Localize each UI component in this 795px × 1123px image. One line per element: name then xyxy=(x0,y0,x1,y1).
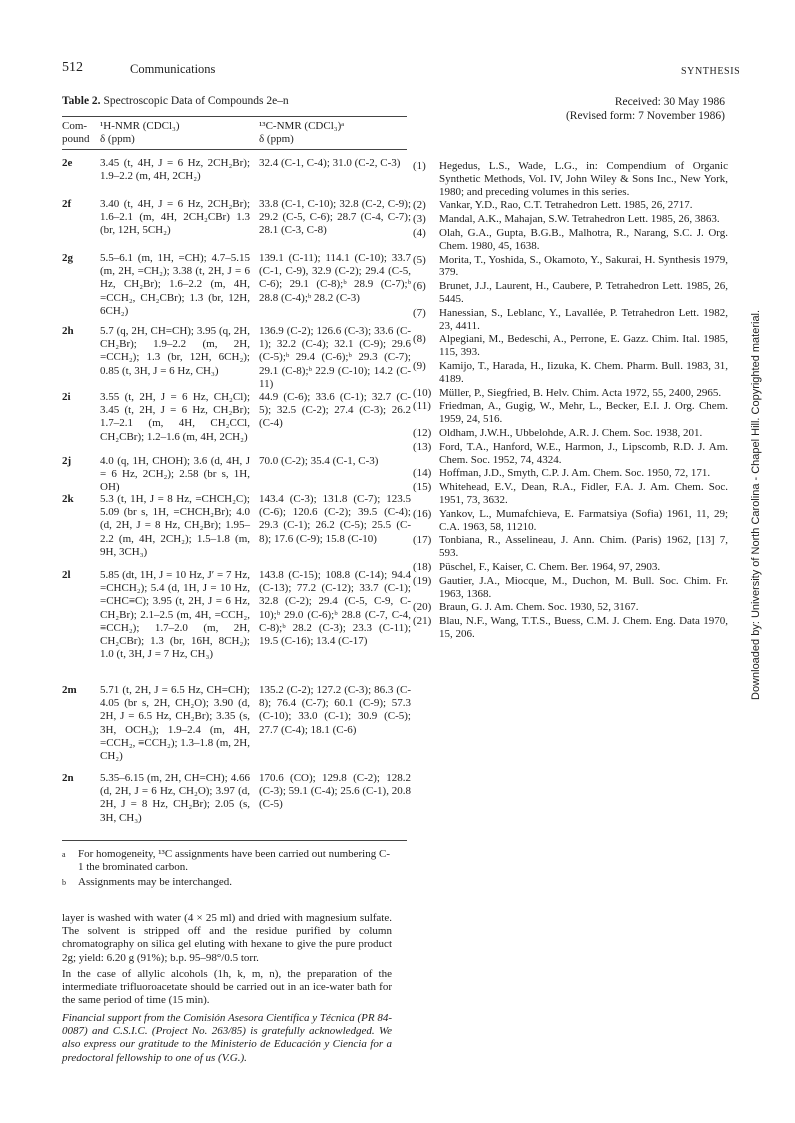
column-head-compound-line1: Com- xyxy=(62,120,88,132)
reference-number: (7) xyxy=(413,306,426,319)
compound-label: 2g xyxy=(62,252,73,264)
reference-item xyxy=(413,534,728,560)
column-head-c-nmr-line2: δ (ppm) xyxy=(259,132,294,145)
received-dates xyxy=(540,96,725,123)
column-head-c-nmr xyxy=(259,120,409,145)
c-nmr-cell: 135.2 (C-2); 127.2 (C-3); 86.3 (C-8); 76.4 (C-7); 60.1 (C-9); 57.3 (C-10); 33.0 (C-1); 30.9 (C-5); 27.7 (C-4); 18.1 (C-6) xyxy=(259,684,411,736)
table-bottom-rule xyxy=(62,840,407,841)
footnote-text: For homogeneity, ¹³C assignments have been carried out numbering C-1 the brominated carbon. xyxy=(78,848,390,873)
reference-item xyxy=(413,561,728,574)
reference-number: (11) xyxy=(413,400,431,413)
reference-item xyxy=(413,575,728,601)
download-notice-text: Downloaded by: University of North Carolina - Chapel Hill. Copyrighted material. xyxy=(750,309,762,700)
compound-label: 2e xyxy=(62,157,73,169)
reference-item xyxy=(413,227,728,253)
reference-text: Morita, T., Yoshida, S., Okamoto, Y., Sakurai, H. Synthesis 1979, 379. xyxy=(439,253,728,279)
reference-text: Ford, T.A., Hanford, W.E., Harmon, J., Lipscomb, R.D. J. Am. Chem. Soc. 1952, 74, 4324. xyxy=(439,440,728,466)
reference-item xyxy=(413,199,728,212)
reference-number: (19) xyxy=(413,574,432,587)
journal-name: SYNTHESIS xyxy=(681,66,741,77)
c-nmr-cell: 143.8 (C-15); 108.8 (C-14); 94.4 (C-13); 77.2 (C-12); 33.7 (C-1); 32.8 (C-2); 29.4 (C-5, C-9, C-10);ᵇ 29.0 (C-6);ᵇ 28.8 (C-7, C-4, C-8);ᵇ 28.2 (C-3); 23.3 (C-11); 19.5 (C-16); 13.4 (C-17) xyxy=(259,569,411,648)
column-head-h-nmr-line1: ¹H-NMR (CDCl₃) xyxy=(100,120,180,132)
c-nmr-cell: 143.4 (C-3); 131.8 (C-7); 123.5 (C-6); 120.6 (C-2); 39.5 (C-4); 29.3 (C-1); 26.2 (C-5); 25.5 (C-8); 17.6 (C-9); 15.8 (C-10) xyxy=(259,493,411,545)
column-head-h-nmr xyxy=(100,120,250,145)
reference-number: (2) xyxy=(413,199,426,212)
compound-label: 2i xyxy=(62,391,71,403)
reference-number: (12) xyxy=(413,426,432,439)
reference-text: Müller, P., Siegfried, B. Helv. Chim. Acta 1972, 55, 2400, 2965. xyxy=(439,386,722,399)
revised-date: (Revised form: 7 November 1986) xyxy=(565,109,725,122)
reference-text: Hegedus, L.S., Wade, L.G., in: Compendium of Organic Synthetic Methods, Vol. IV, John Wiley & Sons Inc., New York, 1980; and preceding volumes in this series. xyxy=(439,160,728,198)
reference-item xyxy=(413,333,728,359)
reference-item xyxy=(413,441,728,467)
table-title: Spectroscopic Data of Compounds 2e–n xyxy=(103,95,289,107)
reference-text: Hoffman, J.D., Smyth, C.P. J. Am. Chem. Soc. 1950, 72, 171. xyxy=(439,467,711,480)
c-nmr-cell: 33.8 (C-1, C-10); 32.8 (C-2, C-9); 29.2 (C-5, C-6); 28.7 (C-4, C-7); 28.1 (C-3, C-8) xyxy=(259,198,411,237)
reference-item xyxy=(413,280,728,306)
page-number: 512 xyxy=(62,60,83,75)
reference-number: (21) xyxy=(413,615,432,628)
c-nmr-cell: 136.9 (C-2); 126.6 (C-3); 33.6 (C-1); 32.2 (C-4); 32.1 (C-9); 29.6 (C-5);ᵇ 29.4 (C-6);ᵇ 29.3 (C-7); 29.1 (C-8);ᵇ 22.9 (C-10); 14.2 (C-11) xyxy=(259,325,411,390)
reference-text: Olah, G.A., Gupta, B.G.B., Malhotra, R., Narang, S.C. J. Org. Chem. 1980, 45, 1638. xyxy=(439,226,728,252)
reference-text: Alpegiani, M., Bedeschi, A., Perrone, E. Gazz. Chim. Ital. 1985, 115, 393. xyxy=(439,333,728,359)
reference-text: Gautier, J.A., Miocque, M., Duchon, M. Bull. Soc. Chim. Fr. 1963, 1368. xyxy=(439,574,728,600)
compound-label: 2k xyxy=(62,493,74,505)
h-nmr-cell: 4.0 (q, 1H, CHOH); 3.6 (d, 4H, J = 6 Hz, 2CH₂); 2.58 (br s, 1H, OH) xyxy=(100,455,250,494)
reference-item xyxy=(413,307,728,333)
reference-text: Hanessian, S., Leblanc, Y., Lavallée, P. Tetrahedron Lett. 1982, 23, 4411. xyxy=(439,306,728,332)
reference-number: (1) xyxy=(413,160,426,172)
download-notice xyxy=(750,180,764,700)
reference-text: Braun, G. J. Am. Chem. Soc. 1930, 52, 3167. xyxy=(439,601,639,614)
reference-text: Kamijo, T., Harada, H., Iizuka, K. Chem. Pharm. Bull. 1983, 31, 4189. xyxy=(439,359,728,385)
column-head-compound xyxy=(62,120,98,145)
reference-text: Yankov, L., Mumafchieva, E. Farmatsiya (Sofia) 1961, 11, 29; C.A. 1963, 58, 11210. xyxy=(439,507,728,533)
reference-number: (3) xyxy=(413,213,426,226)
compound-label: 2h xyxy=(62,325,74,337)
body-paragraph: In the case of allylic alcohols (1h, k, m, n), the preparation of the intermediate trifluoroacetate should be carried out in an ice-water bath for the same period of time (15 min). xyxy=(62,968,392,1007)
reference-item xyxy=(413,481,728,507)
compound-label: 2j xyxy=(62,455,72,467)
reference-item xyxy=(413,387,728,400)
reference-number: (16) xyxy=(413,507,432,520)
reference-item xyxy=(413,427,728,440)
reference-number: (9) xyxy=(413,359,426,372)
column-head-h-nmr-line2: δ (ppm) xyxy=(100,132,135,145)
reference-text: Brunet, J.J., Laurent, H., Caubere, P. Tetrahedron Lett. 1985, 26, 5445. xyxy=(439,280,728,305)
h-nmr-cell: 5.3 (t, 1H, J = 8 Hz, =CHCH₂C); 5.09 (br s, 1H, =CHCH₂Br); 4.0 (d, 2H, J = 8 Hz, CH₂Br); 1.95–2.2 (m, 4H, 2CH₂); 1.5–1.8 (m, 9H, 3CH₃) xyxy=(100,493,250,558)
h-nmr-cell: 5.7 (q, 2H, CH=CH); 3.95 (q, 2H, CH₂Br); 1.9–2.2 (m, 2H, =CCH₂); 1.3 (br, 12H, 6CH₂); 0.85 (t, 3H, J = 6 Hz, CH₃) xyxy=(100,325,250,377)
h-nmr-cell: 5.71 (t, 2H, J = 6.5 Hz, CH=CH); 4.05 (br s, 2H, CH₂O); 3.90 (d, 2H, J = 6.5 Hz, CH₂Br); 3.35 (s, 3H, OCH₃); 1.9–2.4 (m, 4H, =CCH₂, ≡CCH₂); 1.3–1.8 (m, 2H, CH₂) xyxy=(100,684,250,763)
reference-number: (18) xyxy=(413,560,432,573)
reference-item xyxy=(413,508,728,534)
h-nmr-cell: 3.45 (t, 4H, J = 6 Hz, 2CH₂Br); 1.9–2.2 (m, 4H, 2CH₂) xyxy=(100,157,250,183)
reference-number: (20) xyxy=(413,601,432,614)
footnote-mark: b xyxy=(62,878,66,887)
table-number: Table 2. xyxy=(62,95,101,107)
acknowledgement: Financial support from the Comisión Asesora Científica y Técnica (PR 84-0087) and C.S.I.C. (Project No. 263/85) is gratefully acknowledged. We also express our gratitude to the Ministerio de Educación y Ciencia for a predoctoral fellowship to one of us (V.G.). xyxy=(62,1012,392,1064)
reference-item xyxy=(413,360,728,386)
table-header-rule xyxy=(62,149,407,150)
reference-text: Vankar, Y.D., Rao, C.T. Tetrahedron Lett. 1985, 26, 2717. xyxy=(439,199,693,212)
reference-text: Oldham, J.W.H., Ubbelohde, A.R. J. Chem. Soc. 1938, 201. xyxy=(439,426,703,439)
h-nmr-cell: 3.40 (t, 4H, J = 6 Hz, 2CH₂Br); 1.6–2.1 (m, 4H, 2CH₂CBr) 1.3 (br, 12H, 5CH₂) xyxy=(100,198,250,237)
reference-number: (15) xyxy=(413,481,432,494)
reference-text: Friedman, A., Gugig, W., Mehr, L., Becker, E.I. J. Org. Chem. 1959, 24, 516. xyxy=(439,400,728,426)
table-top-rule xyxy=(62,116,407,117)
column-head-compound-line2: pound xyxy=(62,132,90,145)
references-list xyxy=(413,160,728,642)
reference-item xyxy=(413,400,728,426)
reference-text: Blau, N.F., Wang, T.T.S., Buess, C.M. J. Chem. Eng. Data 1970, 15, 206. xyxy=(439,615,728,640)
footnote-text: Assignments may be interchanged. xyxy=(78,876,232,888)
reference-item xyxy=(413,601,728,614)
h-nmr-cell: 5.35–6.15 (m, 2H, CH=CH); 4.66 (d, 2H, J = 6 Hz, CH₂O); 3.97 (d, 2H, J = 8 Hz, CH₂Br); 2.05 (s, 3H, CH₃) xyxy=(100,772,250,824)
body-paragraph: layer is washed with water (4 × 25 ml) and dried with magnesium sulfate. The solvent is stripped off and the residue purified by column chromatography on silica gel eluting with hexane to give the pure product 2g; yield: 6.20 g (91%); b.p. 95–98°/0.5 torr. xyxy=(62,912,392,964)
compound-label: 2n xyxy=(62,772,74,784)
reference-item xyxy=(413,615,728,641)
reference-text: Püschel, F., Kaiser, C. Chem. Ber. 1964, 97, 2903. xyxy=(439,560,661,573)
reference-item xyxy=(413,213,728,226)
c-nmr-cell: 170.6 (CO); 129.8 (C-2); 128.2 (C-3); 59.1 (C-4); 25.6 (C-1), 20.8 (C-5) xyxy=(259,772,411,811)
reference-item xyxy=(413,160,728,198)
reference-number: (6) xyxy=(413,280,426,293)
reference-text: Mandal, A.K., Mahajan, S.W. Tetrahedron Lett. 1985, 26, 3863. xyxy=(439,213,720,226)
reference-number: (10) xyxy=(413,386,432,399)
reference-number: (8) xyxy=(413,333,426,346)
c-nmr-cell: 139.1 (C-11); 114.1 (C-10); 33.7 (C-1, C-9), 32.9 (C-2); 29.4 (C-5, C-6); 29.1 (C-8);ᵇ 28.9 (C-7);ᵇ 28.8 (C-4);ᵇ 28.2 (C-3) xyxy=(259,252,411,304)
section-title: Communications xyxy=(130,62,216,76)
reference-text: Whitehead, E.V., Dean, R.A., Fidler, F.A. J. Am. Chem. Soc. 1951, 73, 3632. xyxy=(439,481,728,506)
reference-number: (17) xyxy=(413,534,432,547)
compound-label: 2l xyxy=(62,569,71,581)
c-nmr-cell: 70.0 (C-2); 35.4 (C-1, C-3) xyxy=(259,455,379,467)
reference-number: (13) xyxy=(413,440,432,453)
reference-item xyxy=(413,467,728,480)
reference-number: (5) xyxy=(413,253,426,266)
h-nmr-cell: 3.55 (t, 2H, J = 6 Hz, CH₂Cl); 3.45 (t, 2H, J = 6 Hz, CH₂Br); 1.7–2.1 (m, 4H, CH₂CCl, CH₂CBr); 1.2–1.6 (m, 4H, 2CH₂) xyxy=(100,391,250,443)
compound-label: 2m xyxy=(62,684,77,696)
h-nmr-cell: 5.5–6.1 (m, 1H, =CH); 4.7–5.15 (m, 2H, =CH₂); 3.38 (t, 2H, J = 6 Hz, CH₂Br); 1.6–2.2 (m, 4H, =CCH₂, CH₂CBr); 1.3 (br, 12H, 6CH₂) xyxy=(100,252,250,317)
column-head-c-nmr-line1: ¹³C-NMR (CDCl₃)ᵃ xyxy=(259,120,345,132)
footnote-mark: a xyxy=(62,850,66,859)
h-nmr-cell: 5.85 (dt, 1H, J = 10 Hz, J′ = 7 Hz, =CHCH₂); 5.4 (d, 1H, J = 10 Hz, =CHC≡C); 3.95 (t, 2H, J = 6 Hz, CH₂Br); 2.1–2.5 (m, 4H, =CCH₂, ≡CCH₂); 1.7–2.0 (m, 2H, CH₂CBr); 1.3 (br, 16H, 8CH₂); 1.0 (t, 3H, J = 7 Hz, CH₃) xyxy=(100,569,250,661)
c-nmr-cell: 44.9 (C-6); 33.6 (C-1); 32.7 (C-5); 32.5 (C-2); 27.4 (C-3); 26.2 (C-4) xyxy=(259,391,411,430)
reference-number: (4) xyxy=(413,226,426,239)
reference-text: Tonbiana, R., Asselineau, J. Ann. Chim. (Paris) 1962, [13] 7, 593. xyxy=(439,534,728,560)
compound-label: 2f xyxy=(62,198,72,210)
received-date: Received: 30 May 1986 xyxy=(614,96,725,108)
c-nmr-cell: 32.4 (C-1, C-4); 31.0 (C-2, C-3) xyxy=(259,157,401,169)
table-caption xyxy=(62,95,289,107)
reference-item xyxy=(413,254,728,280)
reference-number: (14) xyxy=(413,467,432,480)
